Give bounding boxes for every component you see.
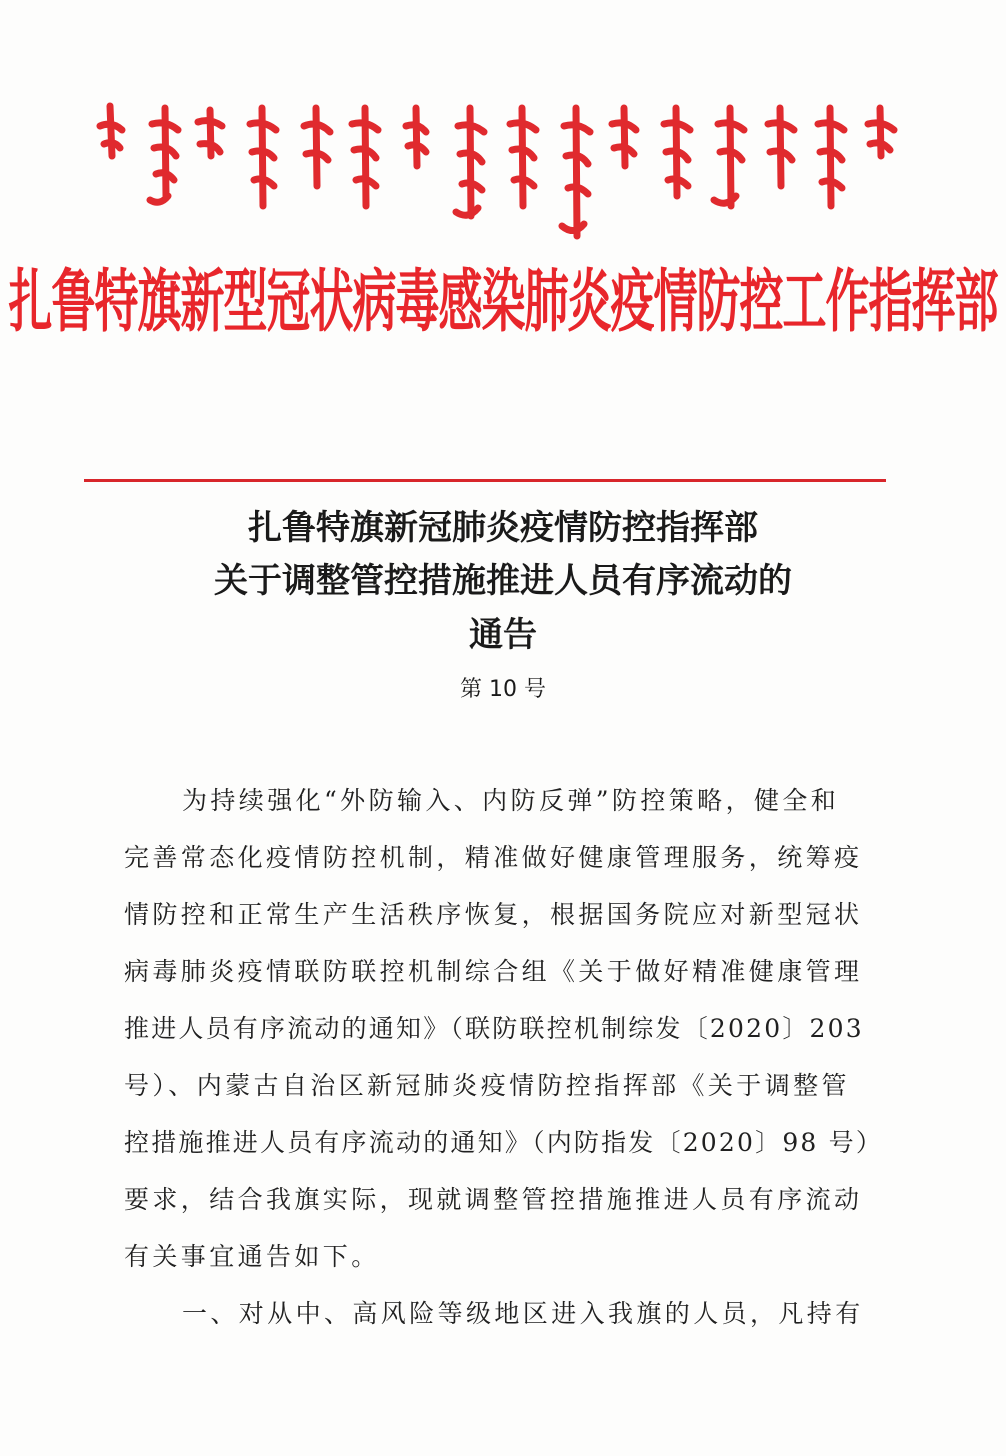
- body-text-line: 号）、内蒙古自治区新冠肺炎疫情防控指挥部《关于调整管: [124, 1071, 850, 1100]
- mongolian-script-header: [90, 96, 910, 246]
- body-text-line: 为持续强化“外防输入、内防反弹”防控策略，健全和: [182, 786, 840, 815]
- red-divider-line: [84, 479, 886, 482]
- body-text-line: 一、对从中、高风险等级地区进入我旗的人员，凡持有: [182, 1299, 864, 1328]
- notice-number: 第 10 号: [460, 677, 546, 702]
- notice-title-line-1: 扎鲁特旗新冠肺炎疫情防控指挥部: [248, 508, 758, 548]
- body-text-line: 有关事宜通告如下。: [124, 1242, 380, 1271]
- body-text-line: 情防控和正常生产生活秩序恢复，根据国务院应对新型冠状: [124, 900, 863, 929]
- body-text-line: 推进人员有序流动的通知》（联防联控机制综发〔2020〕203: [124, 1014, 864, 1043]
- body-text-line: 病毒肺炎疫情联防联控机制综合组《关于做好精准健康管理: [124, 957, 863, 986]
- body-text-line: 控措施推进人员有序流动的通知》（内防指发〔2020〕98 号）: [124, 1128, 884, 1157]
- body-text-line: 要求，结合我旗实际，现就调整管控措施推进人员有序流动: [124, 1185, 863, 1214]
- body-text-line: 完善常态化疫情防控机制，精准做好健康管理服务，统筹疫: [124, 843, 863, 872]
- notice-title-line-3: 通告: [469, 615, 537, 655]
- issuing-organization-name: 扎鲁特旗新型冠状病毒感染肺炎疫情防控工作指挥部: [8, 263, 998, 343]
- notice-title-line-2: 关于调整管控措施推进人员有序流动的: [214, 561, 792, 601]
